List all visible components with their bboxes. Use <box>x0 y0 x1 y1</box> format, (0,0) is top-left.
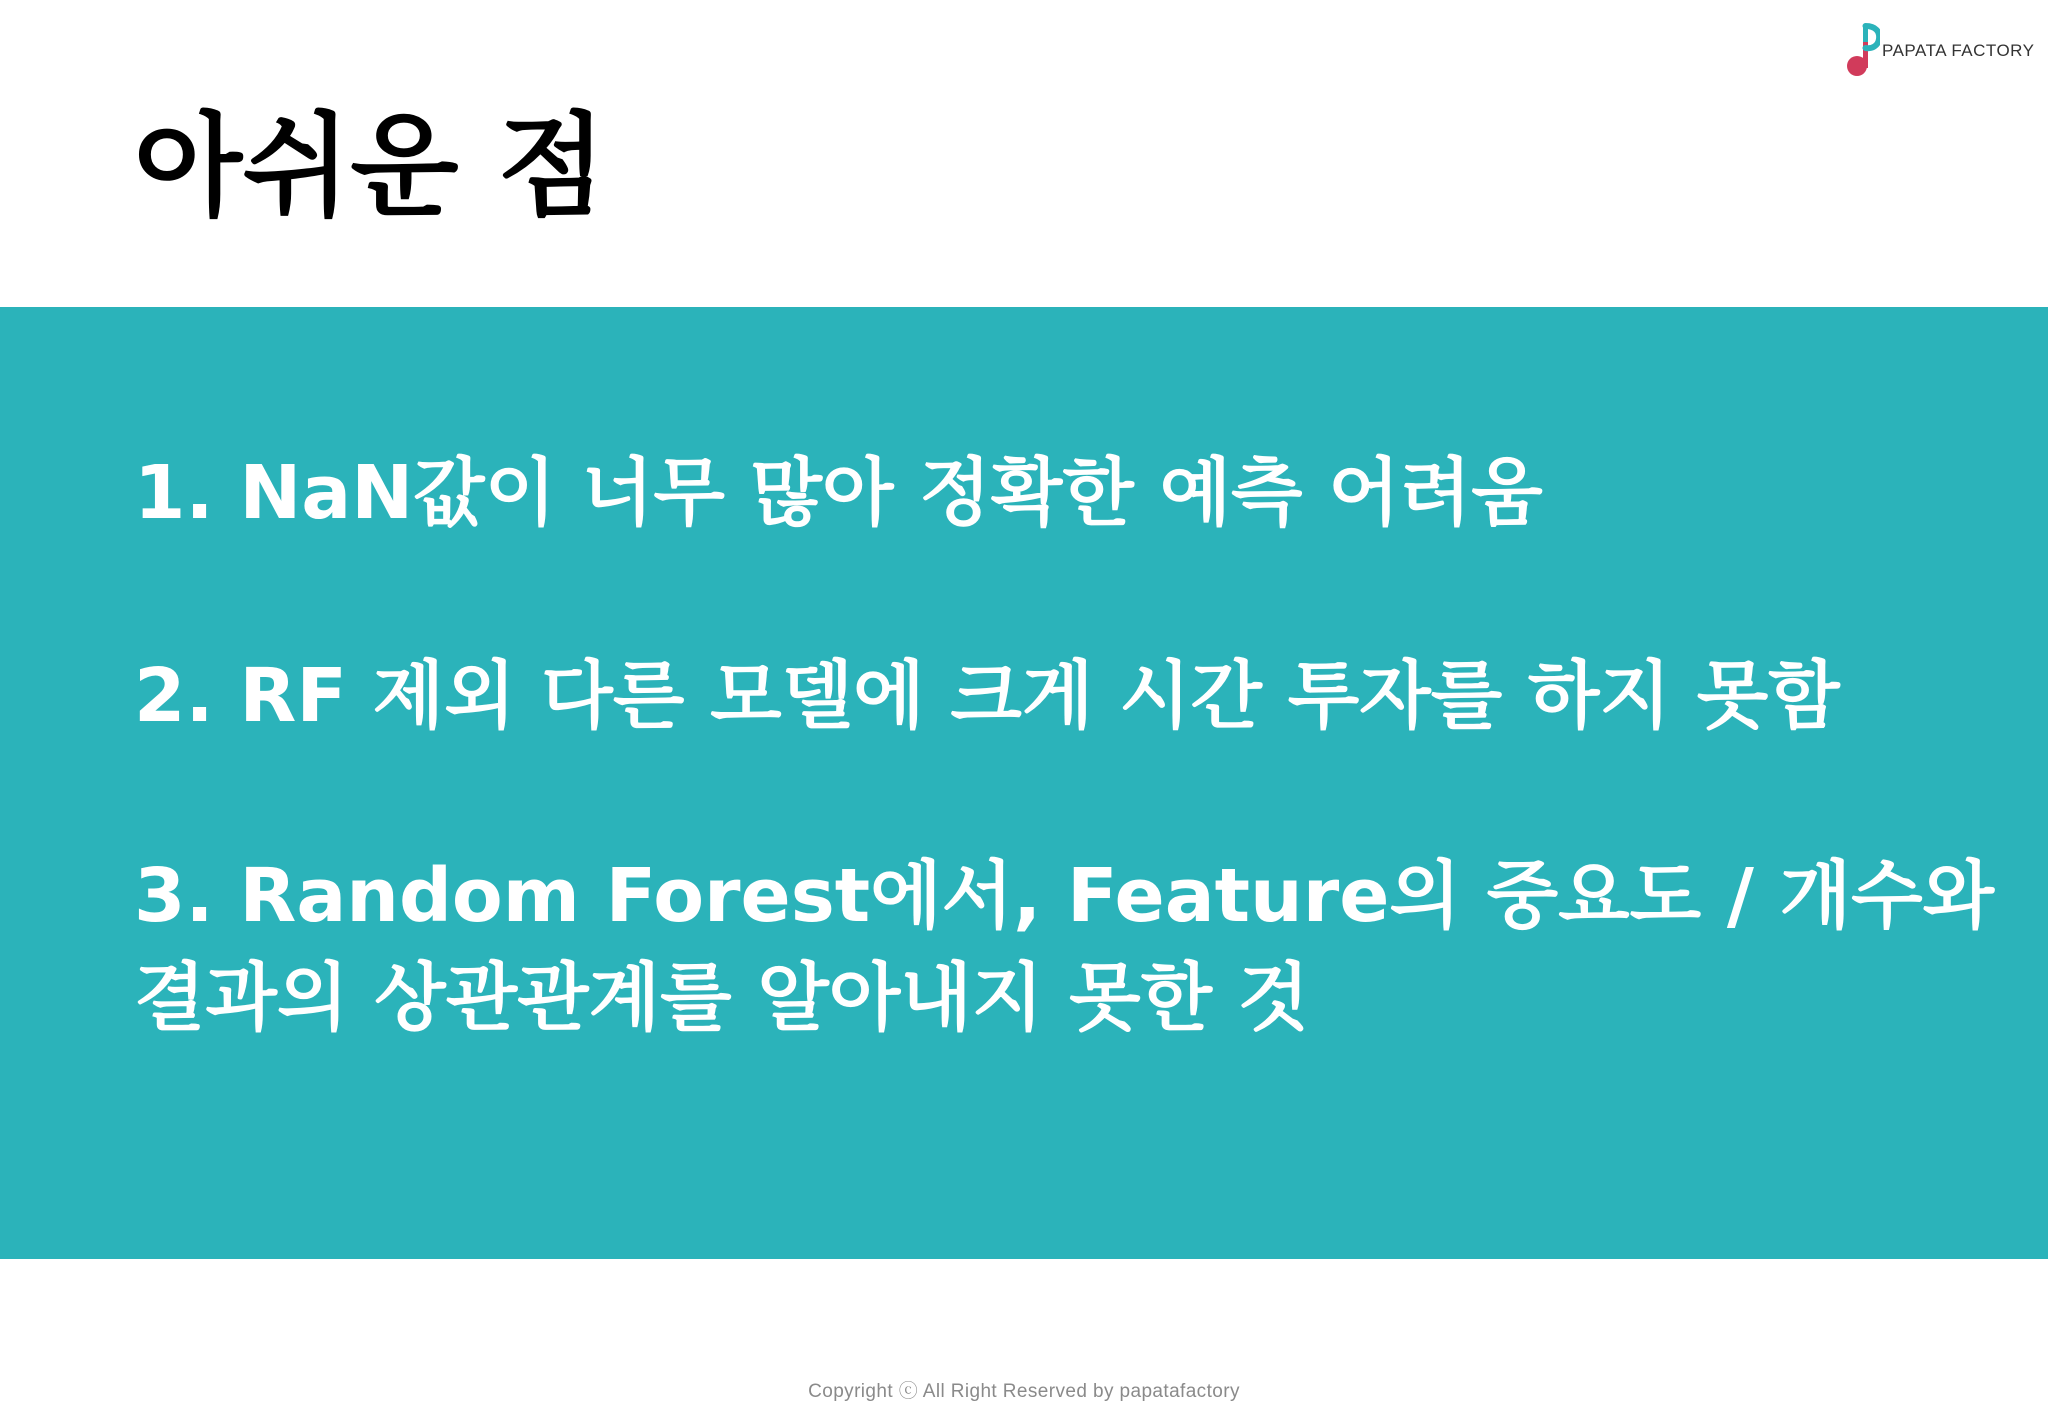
point-3-line-2: 결과의 상관관계를 알아내지 못한 것 <box>134 955 1310 1041</box>
point-3 <box>134 845 1994 1049</box>
point-1-line-1: 1. NaN값이 너무 많아 정확한 예측 어려움 <box>134 450 1543 536</box>
point-2-line-1: 2. RF 제외 다른 모델에 크게 시간 투자를 하지 못함 <box>134 653 1840 739</box>
point-1 <box>134 442 1543 544</box>
copyright-footer: Copyright ⓒ All Right Reserved by papatafactory <box>808 1381 1240 1402</box>
papata-factory-logo-icon <box>1846 22 1880 78</box>
point-3-line-1: 3. Random Forest에서, Feature의 중요도 / 개수와 <box>134 853 1995 939</box>
point-2 <box>134 645 1840 747</box>
brand-logo <box>1846 22 2035 78</box>
content-panel <box>0 307 2048 1259</box>
brand-logo-text: PAPATA FACTORY <box>1882 41 2035 60</box>
slide-title: 아쉬운 점 <box>134 102 606 232</box>
